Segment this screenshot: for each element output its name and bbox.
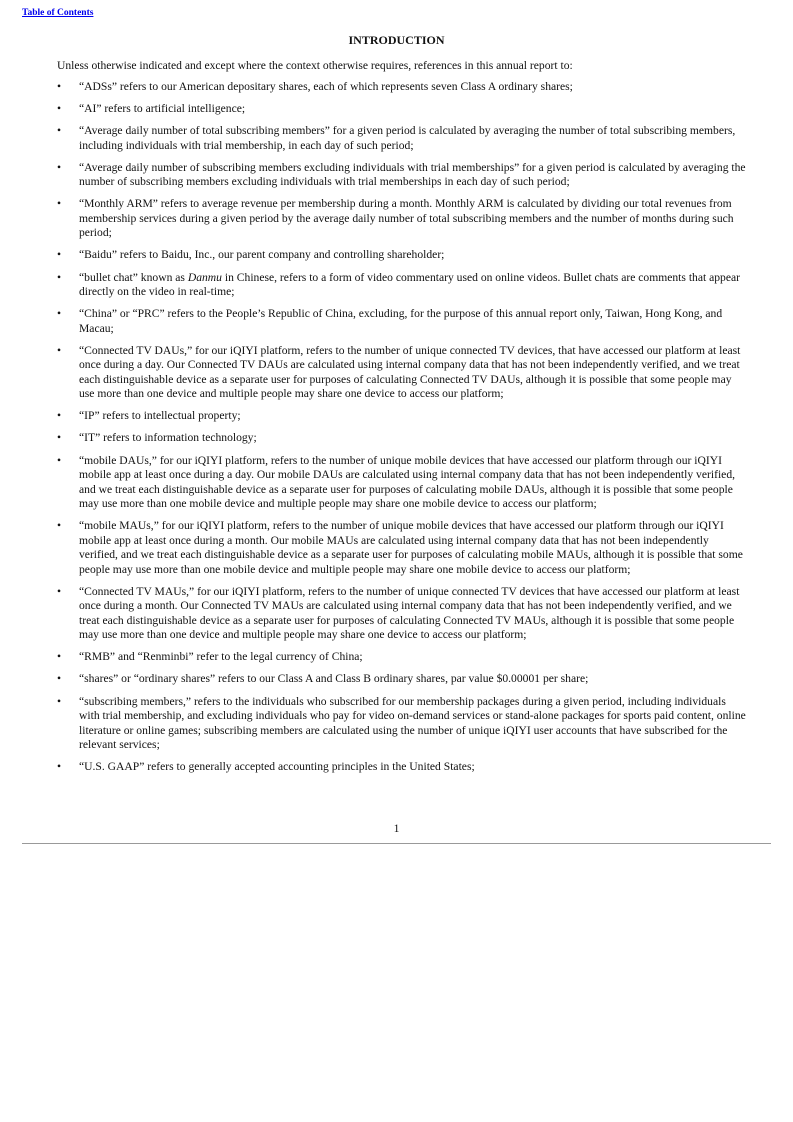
item-line: “China” or “PRC” refers to the People’s Republic of China, excluding, for the purpose of this annual report only, Taiwan, Hong Kong, and <box>79 307 723 321</box>
bullet-icon: • <box>57 650 62 664</box>
item-line: “U.S. GAAP” refers to generally accepted accounting principles in the United States; <box>79 760 475 774</box>
bullet-icon: • <box>57 343 62 357</box>
item-line: “mobile MAUs,” for our iQIYI platform, refers to the number of unique mobile devices that have accessed our platform through our iQIYI <box>79 519 724 533</box>
intro-paragraph: Unless otherwise indicated and except where the context otherwise requires, references in this annual report to: <box>57 59 573 72</box>
item-line: treat each distinguishable device as a separate user for purposes of calculating Connected TV MAUs, although it is possible that some people <box>79 613 735 627</box>
page-divider <box>22 843 771 844</box>
bullet-icon: • <box>57 197 62 211</box>
item-line: and we treat each distinguishable device as a separate user for purposes of calculating mobile DAUs, although it is possible that some people <box>79 482 733 496</box>
list-item <box>57 248 772 263</box>
list-item <box>57 271 772 300</box>
item-line: use more than one device and multiple people may share one device to access our platform; <box>79 387 504 401</box>
list-item <box>57 650 772 665</box>
bullet-icon: • <box>57 270 62 284</box>
bullet-icon: • <box>57 672 62 686</box>
table-of-contents-link[interactable]: Table of Contents <box>22 8 94 18</box>
item-line <box>79 271 772 286</box>
bullet-icon: • <box>57 453 62 467</box>
item-line: may use more than one mobile device and multiple people may share one mobile device to access our platform; <box>79 497 597 511</box>
item-line: “AI” refers to artificial intelligence; <box>79 102 246 116</box>
bullet-icon: • <box>57 694 62 708</box>
item-line: may use more than one device and multiple people may share one device to access our platform; <box>79 628 527 642</box>
item-line: mobile app at least once during a month. Our mobile MAUs are calculated using internal company data that has not been independently <box>79 533 709 547</box>
item-line: period; <box>79 226 112 240</box>
item-line: “mobile DAUs,” for our iQIYI platform, refers to the number of unique mobile devices that have accessed our platform through our iQIYI <box>79 453 722 467</box>
item-line: once during a month. Our Connected TV MAUs are calculated using internal company data that has not been independently verified, and we <box>79 599 732 613</box>
item-line: “Connected TV MAUs,” for our iQIYI platform, refers to the number of unique connected TV devices that have accessed our platform at least <box>79 584 740 598</box>
bullet-icon: • <box>57 160 62 174</box>
item-line: each distinguishable device as a separate user for purposes of calculating Connected TV DAUs, although it is possible that some people may <box>79 372 732 386</box>
item-line: “Monthly ARM” refers to average revenue per membership during a month. Monthly ARM is calculated by dividing our total revenues from <box>79 197 732 211</box>
item-line: “IT” refers to information technology; <box>79 431 257 445</box>
text-segment: “bullet chat” known as <box>79 270 188 284</box>
list-item <box>57 431 772 446</box>
list-item <box>57 519 772 577</box>
definitions-list <box>57 80 772 782</box>
list-item <box>57 585 772 643</box>
item-line: “IP” refers to intellectual property; <box>79 409 241 423</box>
text-segment: in Chinese, refers to a form of video commentary used on online videos. Bullet chats are comments that appear <box>221 270 740 284</box>
item-line: verified, and we treat each distinguishable device as a separate user for purposes of calculating mobile MAUs, although it is possible that some <box>79 548 743 562</box>
list-item <box>57 124 772 153</box>
bullet-icon: • <box>57 584 62 598</box>
list-item <box>57 197 772 241</box>
item-line: “Baidu” refers to Baidu, Inc., our parent company and controlling shareholder; <box>79 248 445 262</box>
item-line: people may use more than one mobile device and multiple people may share one mobile device to access our platform; <box>79 562 631 576</box>
item-line: including individuals with trial membership, in each day of such period; <box>79 138 414 152</box>
bullet-icon: • <box>57 102 62 116</box>
bullet-icon: • <box>57 760 62 774</box>
list-item <box>57 409 772 424</box>
item-line: “Connected TV DAUs,” for our iQIYI platform, refers to the number of unique connected TV devices, that have accessed our platform at least <box>79 343 741 357</box>
item-line: number of subscribing members excluding individuals with trial memberships in each day of such period; <box>79 175 570 189</box>
bullet-icon: • <box>57 80 62 93</box>
item-line: Macau; <box>79 321 114 335</box>
bullet-icon: • <box>57 248 62 262</box>
item-line: “shares” or “ordinary shares” refers to our Class A and Class B ordinary shares, par value $0.00001 per share; <box>79 672 589 686</box>
item-line: “Average daily number of total subscribing members” for a given period is calculated by averaging the number of total subscribing members, <box>79 124 736 138</box>
item-line: mobile app at least once during a day. Our mobile DAUs are calculated using internal company data that has not been independently verified, <box>79 468 736 482</box>
bullet-icon: • <box>57 431 62 445</box>
list-item <box>57 102 772 117</box>
list-item <box>57 344 772 402</box>
list-item <box>57 454 772 512</box>
item-line: directly on the video in real-time; <box>79 285 235 299</box>
page-title: INTRODUCTION <box>348 33 445 47</box>
list-item <box>57 760 772 775</box>
list-item <box>57 307 772 336</box>
list-item <box>57 695 772 753</box>
item-line: “RMB” and “Renminbi” refer to the legal currency of China; <box>79 650 363 664</box>
item-line: with trial membership, and excluding individuals who pay for video on-demand services or stand-alone packages for sports paid content, online <box>79 709 746 722</box>
item-line: literature or online games; subscribing members are calculated using the number of unique iQIYI user accounts that have subscribed for the <box>79 723 728 737</box>
italic-term: Danmu <box>187 270 222 284</box>
list-item <box>57 80 772 95</box>
item-line: “subscribing members,” refers to the individuals who subscribed for our membership packages during a given period, including individuals <box>79 694 726 708</box>
item-line: “Average daily number of subscribing members excluding individuals with trial memberships” for a given period is calculated by averaging the <box>79 160 746 174</box>
item-line: relevant services; <box>79 738 160 751</box>
item-line: “ADSs” refers to our American depositary shares, each of which represents seven Class A ordinary shares; <box>79 80 573 93</box>
page-number: 1 <box>393 822 400 835</box>
bullet-icon: • <box>57 307 62 321</box>
bullet-icon: • <box>57 519 62 533</box>
item-line: once during a day. Our Connected TV DAUs are calculated using internal company data that has not been independently verified, and we treat <box>79 358 740 372</box>
item-line: membership services during a given period by the average daily number of total subscribing members and the number of months during such <box>79 211 734 225</box>
bullet-icon: • <box>57 409 62 423</box>
list-item <box>57 161 772 190</box>
list-item <box>57 672 772 687</box>
bullet-icon: • <box>57 124 62 138</box>
